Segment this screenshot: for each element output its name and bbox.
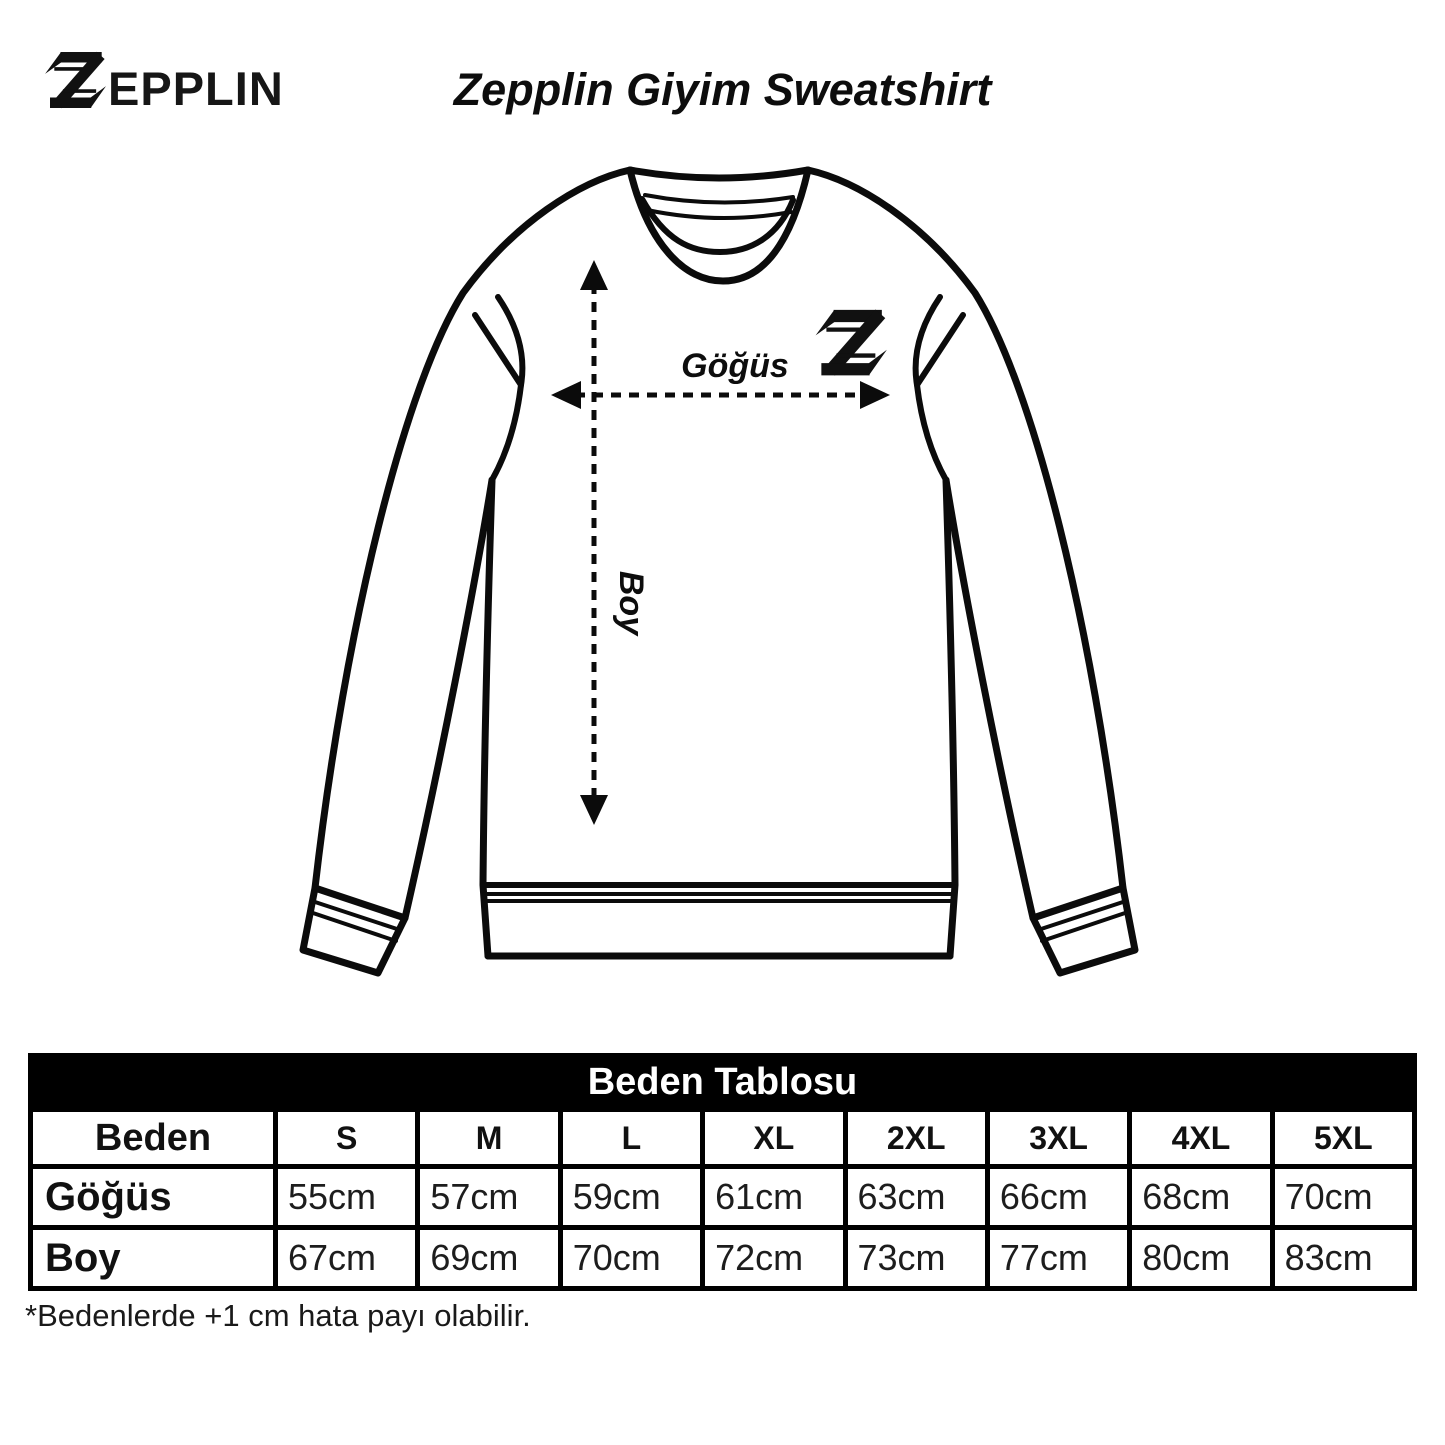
right-armhole-seam (916, 297, 946, 480)
right-shoulder-sleeve-outline (808, 170, 1123, 888)
gogus-xl: 61cm (705, 1169, 842, 1225)
left-cuff (303, 888, 405, 973)
size-table-title: Beden Tablosu (587, 1061, 858, 1103)
chest-label: Göğüs (681, 347, 789, 385)
brand-name: EPPLIN (108, 62, 284, 115)
boy-2xl: 73cm (848, 1230, 985, 1286)
boy-4xl: 80cm (1132, 1230, 1269, 1286)
row-label-boy: Boy (33, 1230, 273, 1286)
collar-rib-line-1 (645, 195, 793, 203)
gogus-l: 59cm (563, 1169, 700, 1225)
collar-top-edge (630, 170, 808, 178)
col-header-l: L (563, 1112, 700, 1164)
gogus-2xl: 63cm (848, 1169, 985, 1225)
gogus-4xl: 68cm (1132, 1169, 1269, 1225)
page-title (0, 64, 1445, 116)
col-header-4xl: 4XL (1132, 1112, 1269, 1164)
col-header-m: M (420, 1112, 557, 1164)
left-shoulder-sleeve-outline (315, 170, 630, 888)
boy-m: 69cm (420, 1230, 557, 1286)
size-tolerance-note: *Bedenlerde +1 cm hata payı olabilir. (25, 1298, 531, 1333)
left-armhole-seam (492, 297, 522, 480)
sweatshirt-diagram (270, 155, 1180, 1025)
boy-l: 70cm (563, 1230, 700, 1286)
gogus-3xl: 66cm (990, 1169, 1127, 1225)
row-label-gogus: Göğüs (33, 1169, 273, 1225)
size-table (28, 1053, 1417, 1291)
boy-xl: 72cm (705, 1230, 842, 1286)
gogus-s: 55cm (278, 1169, 415, 1225)
title-product-part: Sweatshirt (763, 64, 992, 115)
right-sleeve-inner-edge (946, 480, 1033, 918)
col-header-s: S (278, 1112, 415, 1164)
collar-rib-line-2 (647, 210, 791, 218)
col-header-5xl: 5XL (1275, 1112, 1412, 1164)
size-table-grid (28, 1112, 1417, 1291)
col-header-2xl: 2XL (848, 1112, 985, 1164)
boy-3xl: 77cm (990, 1230, 1127, 1286)
gogus-5xl: 70cm (1275, 1169, 1412, 1225)
length-arrow (580, 260, 650, 825)
title-brand-part: Zepplin Giyim (453, 64, 764, 115)
boy-5xl: 83cm (1275, 1230, 1412, 1286)
boy-s: 67cm (278, 1230, 415, 1286)
gogus-m: 57cm (420, 1169, 557, 1225)
col-header-xl: XL (705, 1112, 842, 1164)
chest-z-logo (816, 310, 887, 376)
left-sleeve-inner-edge (405, 480, 492, 918)
sweatshirt-drawing (270, 155, 1180, 1025)
col-header-beden: Beden (33, 1112, 273, 1164)
col-header-3xl: 3XL (990, 1112, 1127, 1164)
length-label: Boy (612, 570, 650, 636)
right-cuff (1033, 888, 1135, 973)
